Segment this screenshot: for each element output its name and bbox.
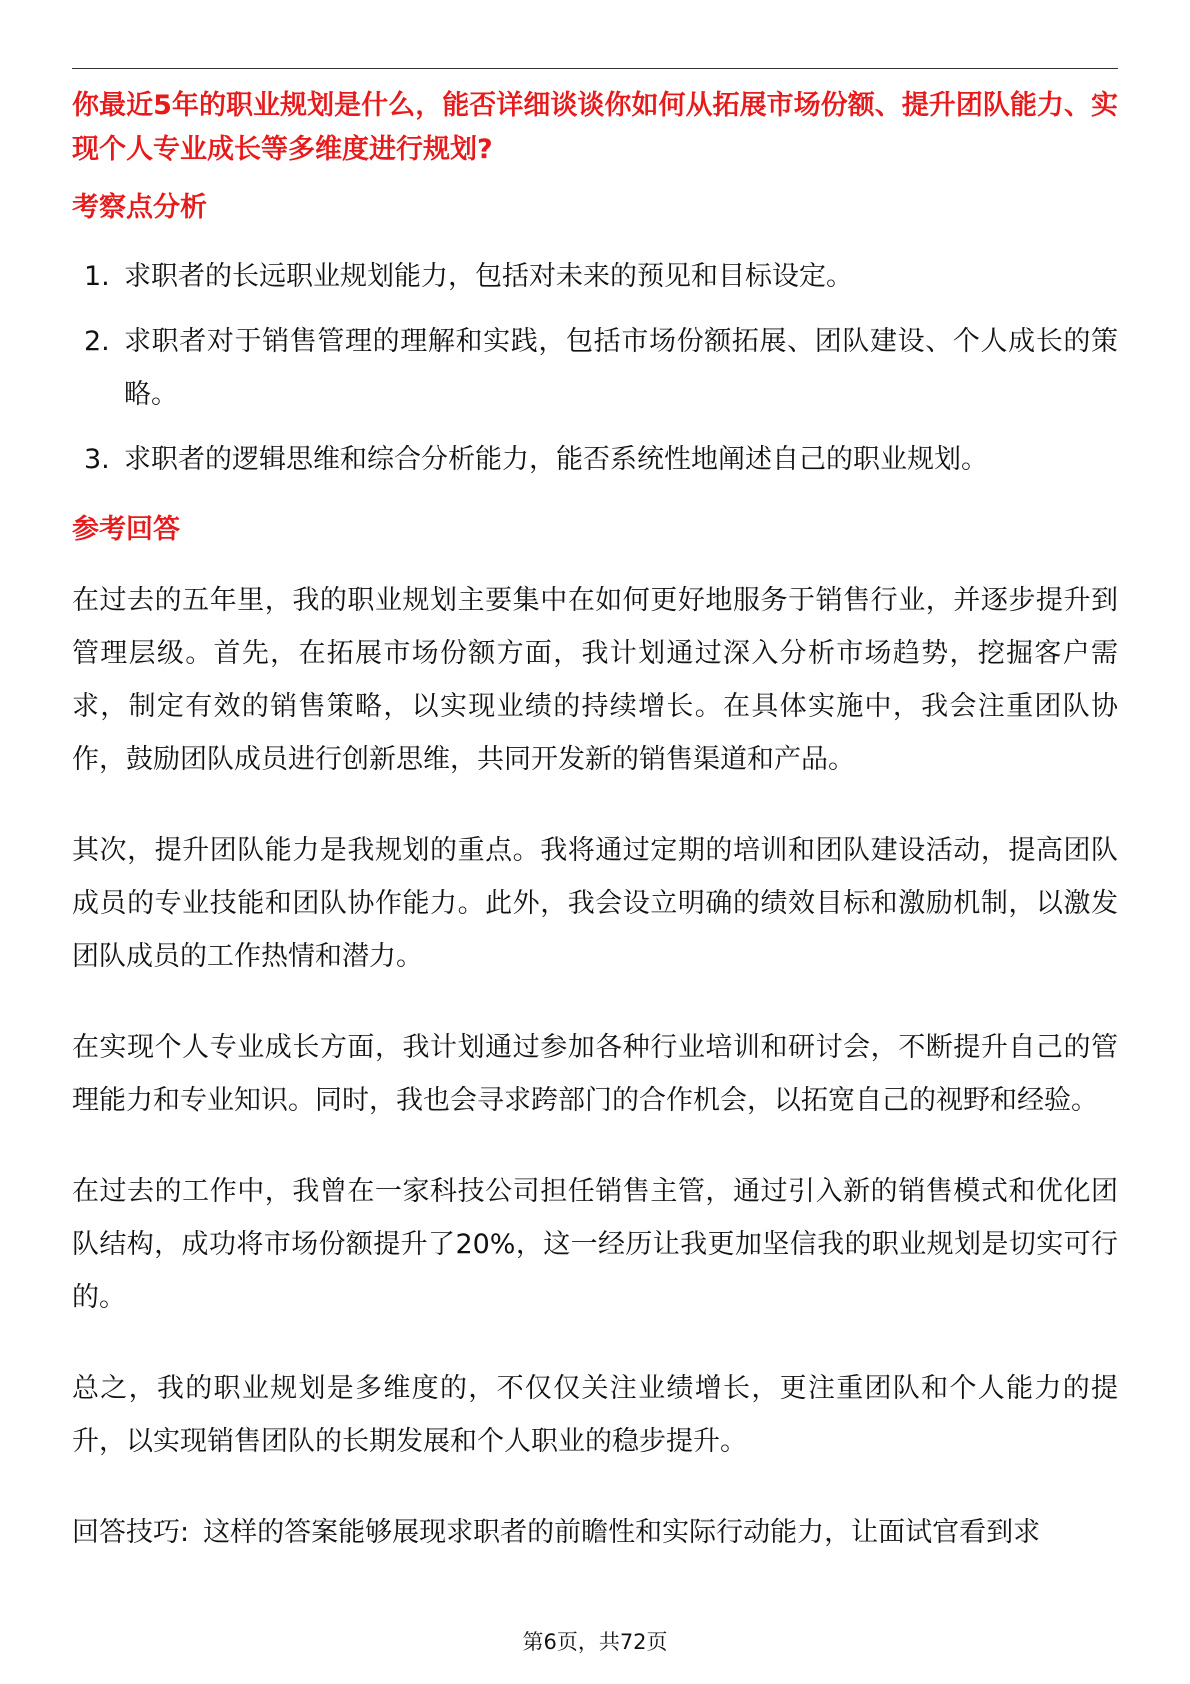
list-item [72, 250, 1118, 303]
answer-paragraph: 其次，提升团队能力是我规划的重点。我将通过定期的培训和团队建设活动，提高团队成员的专业技能和团队协作能力。此外，我会设立明确的绩效目标和激励机制，以激发团队成员的工作热情和潜力。 [72, 835, 1118, 972]
answer-paragraph: 在实现个人专业成长方面，我计划通过参加各种行业培训和研讨会，不断提升自己的管理能力和专业知识。同时，我也会寻求跨部门的合作机会，以拓宽自己的视野和经验。 [72, 1032, 1118, 1116]
answer-paragraph: 在过去的工作中，我曾在一家科技公司担任销售主管，通过引入新的销售模式和优化团队结构，成功将市场份额提升了20%，这一经历让我更加坚信我的职业规划是切实可行的。 [72, 1176, 1118, 1313]
answer-title: 参考回答 [72, 514, 180, 545]
question-heading: 你最近5年的职业规划是什么，能否详细谈谈你如何从拓展市场份额、提升团队能力、实现个人专业成长等多维度进行规划? [72, 90, 1118, 165]
page-footer: 第6页，共72页 [0, 1628, 1190, 1656]
answer-tips [72, 1506, 1118, 1559]
answer-paragraph: 总之，我的职业规划是多维度的，不仅仅关注业绩增长，更注重团队和个人能力的提升，以实现销售团队的长期发展和个人职业的稳步提升。 [72, 1373, 1118, 1457]
list-text: 求职者的逻辑思维和综合分析能力，能否系统性地阐述自己的职业规划。 [124, 444, 988, 475]
analysis-title: 考察点分析 [72, 192, 207, 223]
analysis-points [72, 250, 1118, 486]
tips-text: 这样的答案能够展现求职者的前瞻性和实际行动能力，让面试官看到求 [203, 1517, 1041, 1548]
list-number: 1. [84, 261, 110, 292]
list-item [72, 315, 1118, 421]
top-divider [72, 68, 1118, 69]
list-item [72, 433, 1118, 486]
list-text: 求职者的长远职业规划能力，包括对未来的预见和目标设定。 [124, 261, 853, 292]
list-number: 3. [84, 444, 110, 475]
answer-paragraph: 在过去的五年里，我的职业规划主要集中在如何更好地服务于销售行业，并逐步提升到管理层级。首先，在拓展市场份额方面，我计划通过深入分析市场趋势，挖掘客户需求，制定有效的销售策略，以实现业绩的持续增长。在具体实施中，我会注重团队协作，鼓励团队成员进行创新思维，共同开发新的销售渠道和产品。 [72, 585, 1118, 775]
tips-label: 回答技巧: [72, 1517, 190, 1548]
document-body [72, 84, 1118, 1559]
list-text: 求职者对于销售管理的理解和实践，包括市场份额拓展、团队建设、个人成长的策略。 [124, 326, 1118, 410]
list-number: 2. [84, 326, 110, 357]
